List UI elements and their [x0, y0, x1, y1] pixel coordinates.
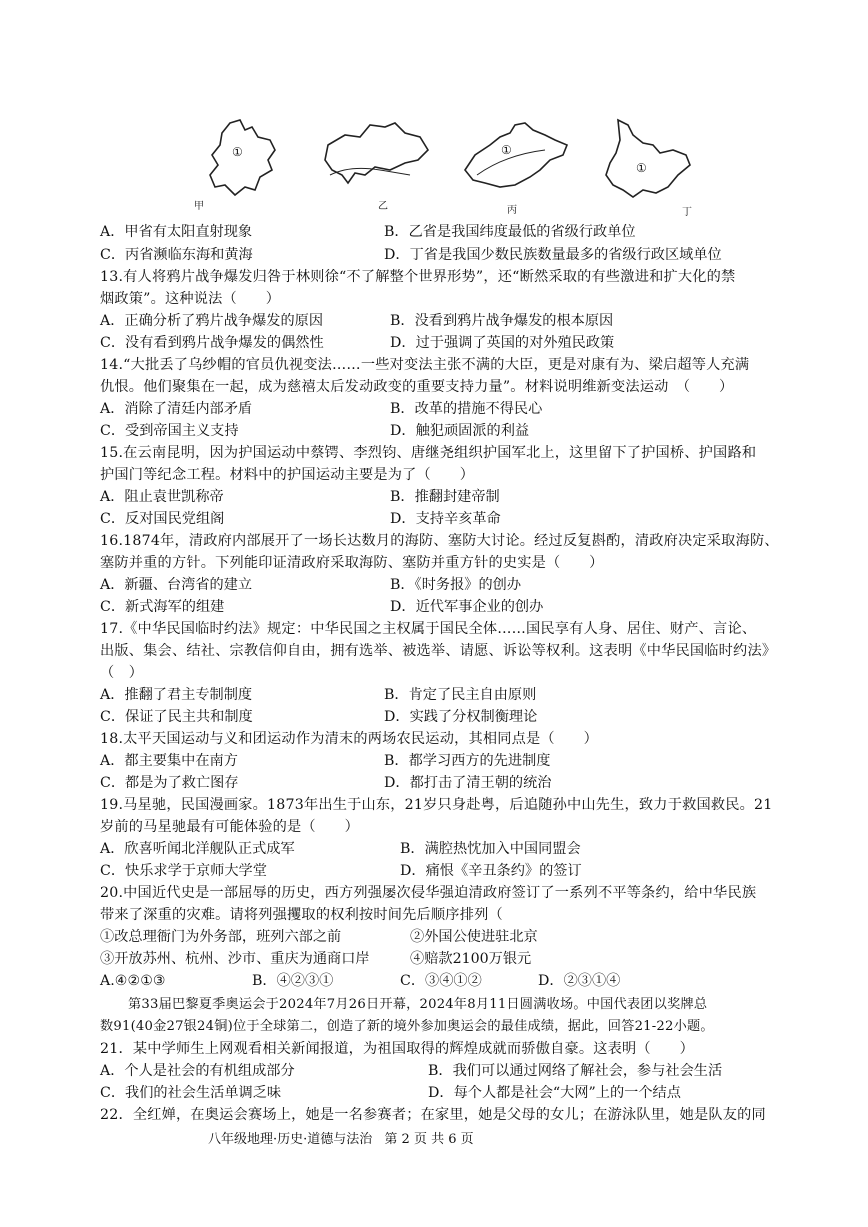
map-label-yi: 乙	[378, 201, 388, 212]
q20-stem-line1: 20.中国近代史是一部屈辱的历史，西方列强屡次侵华强迫清政府签订了一系列不平等条约，给中华民族	[100, 885, 757, 901]
q12-option-c: C．丙省濒临东海和黄海	[100, 247, 253, 263]
q14-option-b: B．改革的措施不得民心	[390, 401, 543, 417]
q17-option-b: B．肯定了民主自由原则	[384, 687, 537, 703]
q18-option-c: C．都是为了救亡图存	[100, 775, 239, 791]
q14-stem-line2: 仇恨。他们聚集在一起，成为慈禧太后发动政变的重要支持力量”。材料说明维新变法运动 （ ）	[100, 379, 734, 395]
q19-option-b: B．满腔热忱加入中国同盟会	[400, 841, 581, 857]
q18-stem-line1: 18.太平天国运动与义和团运动作为清末的两场农民运动，其相同点是（ ）	[100, 731, 598, 747]
q15-stem-line2: 护国门等纪念工程。材料中的护国运动主要是为了（ ）	[100, 467, 475, 483]
map-ding	[598, 115, 698, 218]
q22-stem-line1: 22．全红婵，在奥运会赛场上，她是一名参赛者；在家里，她是父母的女儿；在游泳队里，她是队友的同	[100, 1107, 766, 1123]
shandong-outline-icon	[455, 115, 575, 215]
q17-stem-line1: 17.《中华民国临时约法》规定：中华民国之主权属于国民全体……国民享有人身、居住、财产、言论、	[100, 621, 757, 637]
q14-option-c: C．受到帝国主义支持	[100, 423, 239, 439]
q20-item-3: ③开放苏州、杭州、沙市、重庆为通商口岸	[100, 951, 370, 967]
q21-option-c: C．我们的社会生活单调乏味	[100, 1085, 282, 1101]
q20-option-a: A.④②①③	[100, 973, 166, 989]
q15-stem-line1: 15.在云南昆明，因为护国运动中蔡锷、李烈钧、唐继尧组织护国军北上，这里留下了护国桥、护国路和	[100, 445, 757, 461]
map-label-bing: 丙	[507, 205, 517, 216]
map-marker: ①	[232, 145, 243, 159]
q20-option-c: C．③④①②	[400, 973, 482, 989]
q21-stem-line1: 21．某中学师生上网观看相关新闻报道，为祖国取得的辉煌成就而骄傲自豪。这表明（ ）	[100, 1041, 694, 1057]
q20-item-2: ②外国公使进驻北京	[410, 929, 538, 945]
map-marker: ①	[501, 143, 512, 157]
q13-option-d: D．过于强调了英国的对外殖民政策	[390, 335, 615, 351]
q17-stem-line2: 出版、集会、结社、宗教信仰自由，拥有选举、被选举、请愿、诉讼等权利。这表明《中华民国临时约法》	[100, 643, 777, 659]
q19-option-c: C．快乐求学于京师大学堂	[100, 863, 267, 879]
q13-option-a: A．正确分析了鸦片战争爆发的原因	[100, 313, 324, 329]
map-label-jia: 甲	[194, 201, 204, 212]
q20-item-1: ①改总理衙门为外务部，班列六部之前	[100, 929, 342, 945]
q17-option-a: A．推翻了君主专制制度	[100, 687, 253, 703]
q19-stem-line2: 岁前的马星驰最有可能体验的是（ ）	[100, 819, 359, 835]
footer-page-number: 第 2 页 共 6 页	[384, 1132, 474, 1147]
q15-option-b: B．推翻封建帝制	[390, 489, 500, 505]
q16-option-b: B．《时务报》的创办	[390, 577, 522, 593]
map-yi	[320, 115, 435, 215]
q18-option-a: A．都主要集中在南方	[100, 753, 238, 769]
q17-option-c: C．保证了民主共和制度	[100, 709, 253, 725]
heilongjiang-outline-icon	[598, 115, 698, 215]
q17-option-d: D．实践了分权制衡理论	[384, 709, 538, 725]
q18-option-b: B．都学习西方的先进制度	[384, 753, 551, 769]
footer-subject: 八年级地理·历史·道德与法治	[208, 1132, 373, 1147]
q16-stem-line1: 16.1874年，清政府内部展开了一场长达数月的海防、塞防大讨论。经过反复斟酌，清政府决定采取海防、	[100, 533, 779, 549]
page-footer	[208, 1128, 482, 1147]
map-jia	[194, 115, 300, 215]
q13-option-c: C．没有看到鸦片战争爆发的偶然性	[100, 335, 324, 351]
passage-line2: 数91(40金27银24铜)位于全球第二，创造了新的境外参加奥运会的最佳成绩，据此，回答21-22小题。	[100, 1019, 714, 1034]
q19-stem-line1: 19.马星驰，民国漫画家。1873年出生于山东，21岁只身赴粤，后追随孙中山先生，致力于救国救民。21	[100, 797, 773, 813]
q13-stem-line2: 烟政策”。这种说法（ ）	[100, 291, 281, 307]
q15-option-c: C．反对国民党组阁	[100, 511, 225, 527]
q21-option-b: B．我们可以通过网络了解社会，参与社会生活	[428, 1063, 723, 1079]
province-maps	[194, 115, 700, 220]
q19-option-a: A．欣喜听闻北洋舰队正式成军	[100, 841, 295, 857]
q18-option-d: D．都打击了清王朝的统治	[384, 775, 552, 791]
q19-option-d: D．痛恨《辛丑条约》的签订	[400, 863, 582, 879]
q16-option-a: A．新疆、台湾省的建立	[100, 577, 253, 593]
q16-option-c: C．新式海军的组建	[100, 599, 225, 615]
q12-option-b: B．乙省是我国纬度最低的省级行政单位	[384, 224, 636, 240]
q17-stem-line3: （ ）	[100, 665, 144, 681]
q13-option-b: B．没看到鸦片战争爆发的根本原因	[390, 313, 614, 329]
q16-stem-line2: 塞防并重的方针。下列能印证清政府采取海防、塞防并重方针的史实是（ ）	[100, 555, 604, 571]
q15-option-d: D．支持辛亥革命	[390, 511, 501, 527]
passage-line1: 第33届巴黎夏季奥运会于2024年7月26日开幕，2024年8月11日圆满收场。中国代表团以奖牌总	[128, 997, 708, 1012]
q12-option-d: D．丁省是我国少数民族数量最多的省级行政区域单位	[384, 247, 722, 263]
q15-option-a: A．阻止袁世凯称帝	[100, 489, 224, 505]
q20-stem-line2: 带来了深重的灾难。请将列强攫取的权利按时间先后顺序排列（	[100, 907, 503, 923]
map-marker: ①	[636, 161, 647, 175]
q20-item-4: ④赔款2100万银元	[410, 951, 532, 967]
q12-option-a: A．甲省有太阳直射现象	[100, 224, 253, 240]
map-bing	[455, 115, 575, 215]
yunnan-outline-icon	[200, 115, 300, 215]
q16-option-d: D．近代军事企业的创办	[390, 599, 544, 615]
map-label-ding: 丁	[682, 207, 692, 218]
q14-option-a: A．消除了清廷内部矛盾	[100, 401, 253, 417]
q20-option-b: B．④②③①	[252, 973, 334, 989]
q13-stem-line1: 13.有人将鸦片战争爆发归咎于林则徐“不了解整个世界形势”，还“断然采取的有些激进和扩大化的禁	[100, 269, 736, 285]
q21-option-d: D．每个人都是社会“大网”上的一个结点	[428, 1085, 681, 1101]
q14-stem-line1: 14.“大批丢了乌纱帽的官员仇视变法……一些对变法主张不满的大臣，更是对康有为、梁启超等人充满	[100, 357, 750, 373]
q21-option-a: A．个人是社会的有机组成部分	[100, 1063, 295, 1079]
q14-option-d: D．触犯顽固派的利益	[390, 423, 530, 439]
q20-option-d: D．②③①④	[538, 973, 621, 989]
